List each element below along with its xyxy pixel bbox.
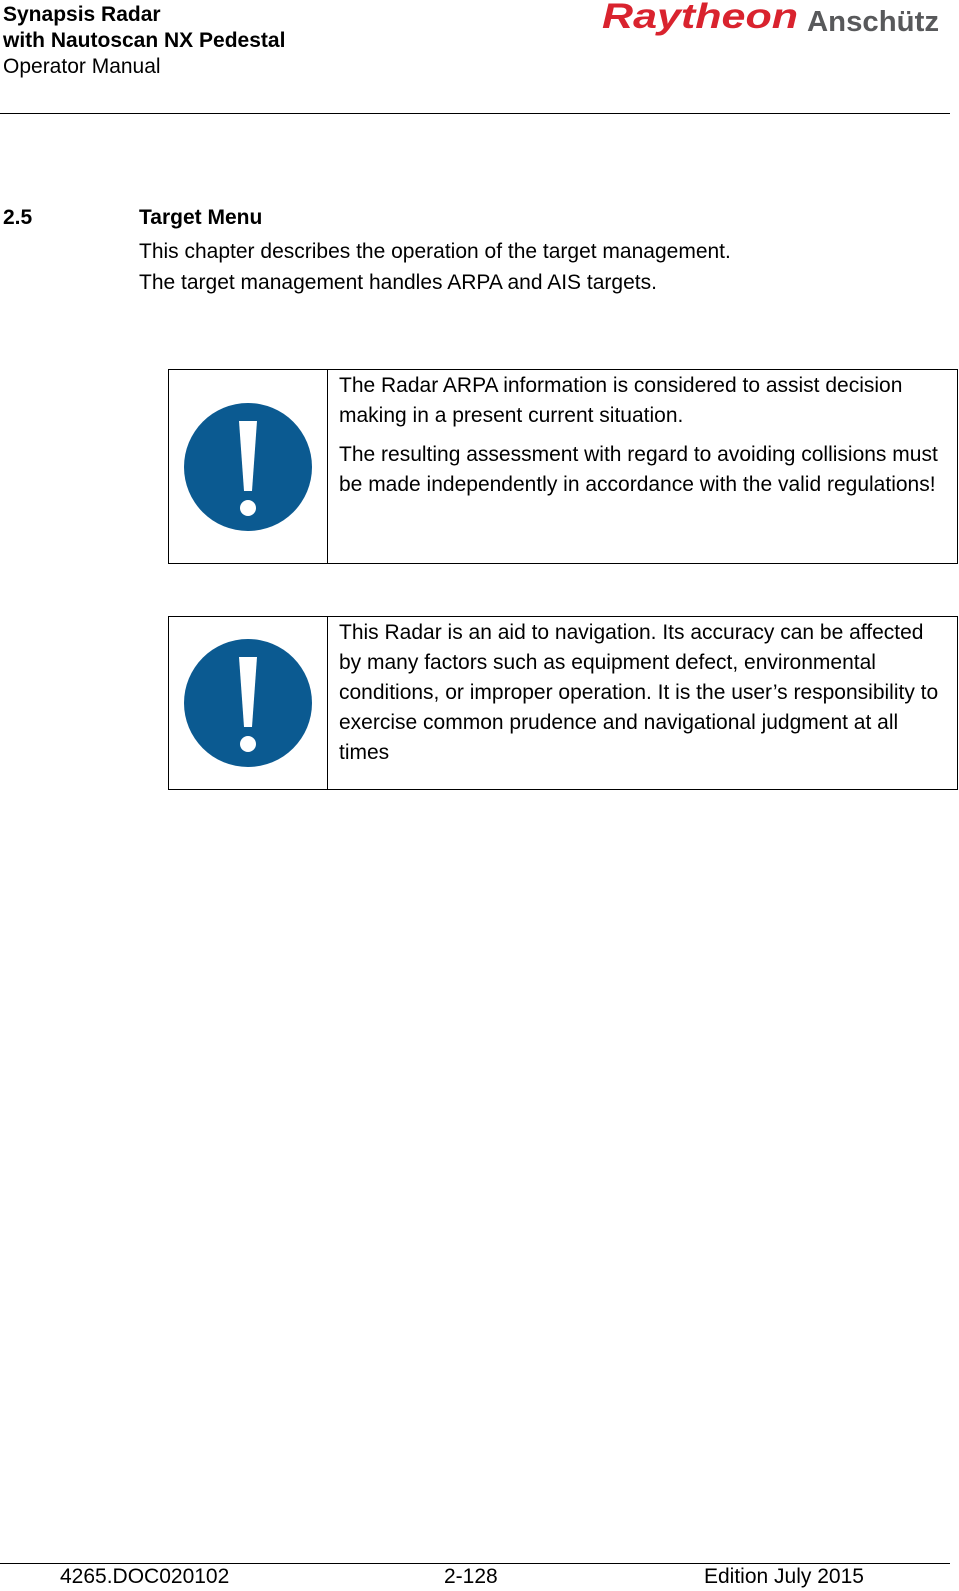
- document-title: Synapsis Radar: [3, 3, 161, 26]
- notice-paragraph: The resulting assessment with regard to avoiding collisions must be made independently in accordance with the valid regulations!: [339, 443, 938, 496]
- intro-paragraph: The target management handles ARPA and AIS targets.: [139, 271, 657, 294]
- notice-paragraph: This Radar is an aid to navigation. Its accuracy can be affected by many factors such as equipment defect, environmental conditions, or improper operation. It is the user’s responsibility to exercise common prudence and navigational judgment at all times: [339, 621, 939, 764]
- section-intro: [139, 236, 939, 298]
- section-title: Target Menu: [139, 206, 263, 229]
- document-subtitle: Operator Manual: [3, 55, 161, 78]
- section-number: 2.5: [3, 206, 33, 229]
- notice-paragraph: The Radar ARPA information is considered to assist decision making in a present current situation.: [339, 374, 903, 427]
- document-title-line2: with Nautoscan NX Pedestal: [3, 29, 286, 52]
- logo-brand: Raytheon: [602, 0, 798, 36]
- logo-sub-brand: Anschütz: [807, 6, 939, 38]
- footer-doc-number: 4265.DOC020102: [60, 1565, 230, 1588]
- notice-box: [168, 616, 958, 790]
- notice-box: [168, 369, 958, 564]
- notice-icon-cell: [169, 370, 328, 563]
- raytheon-anschutz-logo: [602, 0, 942, 44]
- document-header: [3, 2, 285, 80]
- footer-edition: Edition July 2015: [704, 1565, 864, 1588]
- footer-divider: [0, 1563, 950, 1564]
- notice-text: [328, 370, 957, 563]
- intro-paragraph: This chapter describes the operation of the target management.: [139, 240, 731, 263]
- footer-page-number: 2-128: [444, 1565, 498, 1588]
- mandatory-exclamation-icon: [184, 403, 312, 531]
- notice-icon-cell: [169, 617, 328, 789]
- header-divider: [0, 113, 950, 114]
- notice-text: [328, 617, 957, 789]
- mandatory-exclamation-icon: [184, 639, 312, 767]
